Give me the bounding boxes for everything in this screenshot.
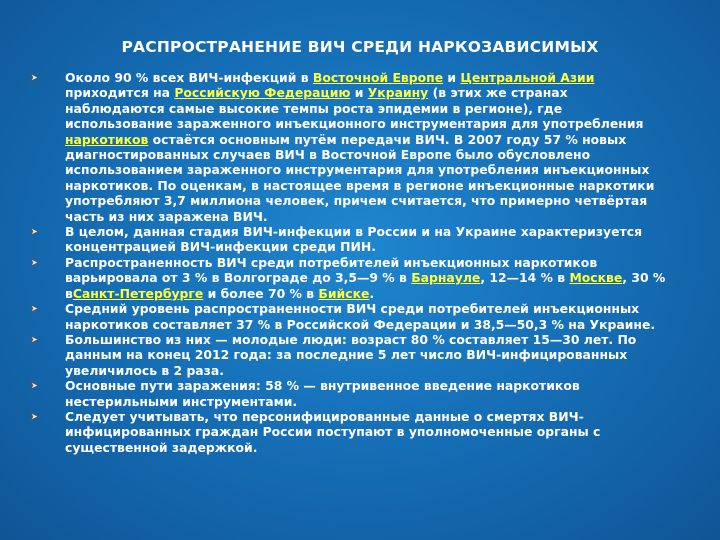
bullet-text: остаётся основным путём передачи ВИЧ. В 2007 году 57 % новых диагностированных случаев ВИЧ в Восточной Европе было обусловлено использованием зараженного инструментария для употребления инъекционных наркотиков. По оценкам, в настоящее время в регионе инъекционные наркотики употребляют 3,7 миллиона человек, причем считается, что примерно четвёртая часть из них заражена ВИЧ. bbox=[65, 131, 655, 224]
bullet-item bbox=[30, 70, 670, 224]
bullet-text: приходится на bbox=[65, 85, 175, 101]
bullet-item bbox=[30, 255, 670, 301]
arrow-bullet-icon bbox=[30, 258, 39, 267]
bullet-text: , 12—14 % в bbox=[480, 270, 570, 286]
arrow-bullet-icon bbox=[30, 381, 39, 390]
hyperlink[interactable]: наркотиков bbox=[65, 131, 149, 147]
bullet-text: Распространенность ВИЧ среди потребителей инъекционных наркотиков варьировала от 3 % в Волгограде до 3,5—9 % в bbox=[65, 254, 598, 286]
arrow-bullet-icon bbox=[30, 227, 39, 236]
arrow-bullet-icon bbox=[30, 412, 39, 421]
bullet-text: Следует учитывать, что персонифицированные данные о смертях ВИЧ-инфицированных граждан России поступают в уполномоченные органы с существенной задержкой. bbox=[65, 408, 601, 455]
bullet-item bbox=[30, 409, 670, 455]
bullet-text: В целом, данная стадия ВИЧ-инфекции в России и на Украине характеризуется концентрацией ВИЧ-инфекции среди ПИН. bbox=[65, 224, 643, 255]
bullet-text: Большинство из них — молодые люди: возраст 80 % составляет 15—30 лет. По данным на конец 2012 года: за последние 5 лет число ВИЧ-инфицированных увеличилось в 2 раза. bbox=[65, 331, 637, 378]
hyperlink[interactable]: Российскую Федерацию bbox=[174, 85, 351, 101]
bullet-text: , 30 % в bbox=[65, 270, 666, 301]
bullet-item bbox=[30, 378, 670, 409]
arrow-bullet-icon bbox=[30, 335, 39, 344]
bullet-text: (в этих же странах наблюдаются самые высокие темпы роста эпидемии в регионе), где использование зараженного инъекционного инструментария для употребления bbox=[65, 85, 644, 132]
slide-title: РАСПРОСТРАНЕНИЕ ВИЧ СРЕДИ НАРКОЗАВИСИМЫХ bbox=[121, 38, 599, 56]
bullet-text: Основные пути заражения: 58 % — внутривенное введение наркотиков нестерильными инструментами. bbox=[65, 378, 580, 409]
bullet-text: и bbox=[350, 85, 368, 101]
bullet-text: Средний уровень распространенности ВИЧ среди потребителей инъекционных наркотиков составляет 37 % в Российской Федерации и 38,5—50,3 % на Украине. bbox=[65, 301, 656, 332]
arrow-bullet-icon bbox=[30, 73, 39, 82]
hyperlink[interactable]: Санкт-Петербурге bbox=[72, 285, 204, 301]
hyperlink[interactable]: Барнауле bbox=[411, 270, 481, 286]
bullet-text: Около 90 % всех ВИЧ-инфекций в bbox=[65, 70, 313, 85]
hyperlink[interactable]: Восточной Европе bbox=[312, 70, 444, 85]
bullet-item bbox=[30, 301, 670, 332]
bullet-item bbox=[30, 224, 670, 255]
hyperlink[interactable]: Москве bbox=[569, 270, 623, 286]
bullet-text: и bbox=[443, 70, 461, 85]
arrow-bullet-icon bbox=[30, 304, 39, 313]
bullet-item bbox=[30, 332, 670, 378]
hyperlink[interactable]: Центральной Азии bbox=[460, 70, 595, 85]
bullet-text: и более 70 % в bbox=[203, 285, 319, 301]
hyperlink[interactable]: Украину bbox=[367, 85, 429, 101]
bullet-text: . bbox=[369, 285, 375, 301]
bullet-list bbox=[30, 70, 670, 455]
hyperlink[interactable]: Бийске bbox=[318, 285, 370, 301]
